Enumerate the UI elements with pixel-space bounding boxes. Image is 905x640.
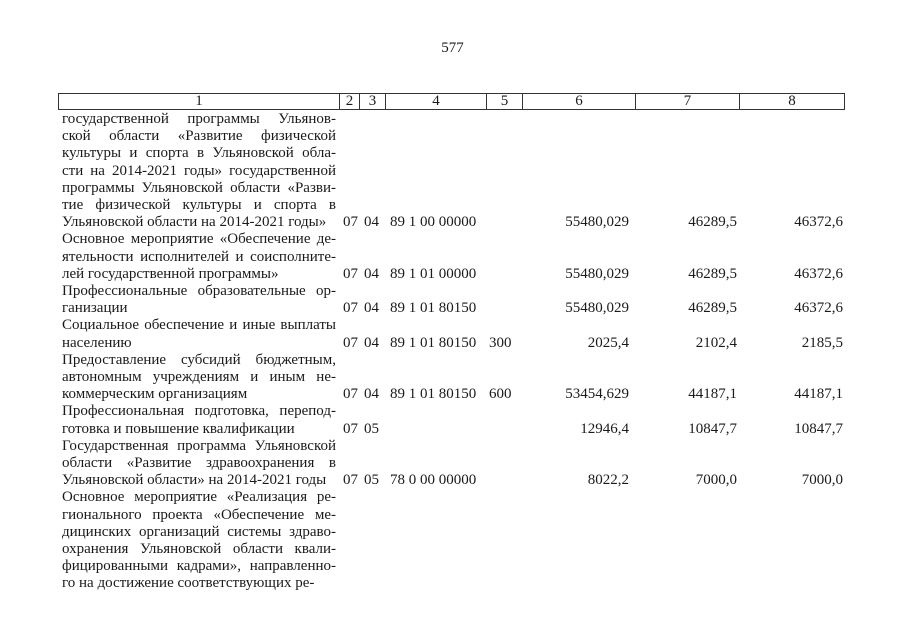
description-line: Государственная программа Ульяновской — [62, 437, 336, 454]
description-line: автономным учреждениям и иным не- — [62, 369, 336, 385]
header-col-5: 5 — [486, 94, 522, 109]
razdel: 07 — [343, 214, 358, 231]
description-line: охранения Ульяновской области квали- — [62, 541, 336, 557]
description-line: го на достижение соответствующих ре- — [62, 575, 315, 592]
row-description — [62, 231, 336, 283]
page-number: 577 — [441, 40, 464, 56]
podrazdel: 04 — [364, 214, 379, 231]
header-col-4: 4 — [385, 94, 486, 109]
amount-col-7: 46289,5 — [688, 214, 737, 231]
row-description — [62, 438, 336, 490]
description-line: ятельности исполнителей и соисполните- — [62, 248, 336, 265]
description-line: Предоставление субсидий бюджетным, — [62, 351, 336, 368]
table-header — [58, 93, 845, 110]
amount-col-7: 7000,0 — [695, 472, 737, 489]
target-article: 89 1 01 80150 — [390, 386, 477, 403]
amount-col-6: 2025,4 — [587, 334, 629, 351]
razdel: 07 — [343, 334, 358, 351]
header-col-3: 3 — [359, 94, 385, 109]
razdel: 07 — [343, 420, 358, 437]
description-line: готовка и повышение квалификации — [62, 420, 295, 437]
amount-col-6: 55480,029 — [565, 300, 629, 317]
header-col-2: 2 — [339, 94, 359, 109]
table-row — [0, 317, 905, 351]
podrazdel: 05 — [364, 472, 379, 489]
amount-col-7: 46289,5 — [688, 300, 737, 317]
description-line: Профессиональная подготовка, перепод- — [62, 403, 336, 420]
table-row — [0, 283, 905, 317]
amount-col-8: 2185,5 — [801, 334, 843, 351]
razdel: 07 — [343, 386, 358, 403]
amount-col-6: 12946,4 — [580, 420, 629, 437]
amount-col-7: 46289,5 — [688, 265, 737, 282]
expense-type: 600 — [489, 386, 512, 403]
table-row — [0, 403, 905, 437]
header-col-6: 6 — [522, 94, 635, 109]
row-description — [62, 317, 336, 351]
podrazdel: 04 — [364, 300, 379, 317]
target-article: 89 1 00 00000 — [390, 214, 477, 231]
target-article: 89 1 01 00000 — [390, 265, 477, 282]
amount-col-7: 44187,1 — [688, 386, 737, 403]
amount-col-6: 8022,2 — [587, 472, 629, 489]
description-line: Ульяновской области на 2014-2021 годы» — [62, 214, 327, 231]
target-article: 78 0 00 00000 — [390, 472, 477, 489]
amount-col-8: 10847,7 — [794, 420, 843, 437]
row-description — [62, 352, 336, 404]
amount-col-7: 2102,4 — [695, 334, 737, 351]
table-row — [0, 231, 905, 283]
table-row — [0, 489, 905, 592]
amount-col-8: 46372,6 — [794, 300, 843, 317]
podrazdel: 05 — [364, 420, 379, 437]
target-article: 89 1 01 80150 — [390, 300, 477, 317]
description-line: коммерческим организациям — [62, 386, 248, 403]
table-row — [0, 352, 905, 404]
description-line: Профессиональные образовательные ор- — [62, 283, 336, 299]
table-row — [0, 438, 905, 490]
razdel: 07 — [343, 472, 358, 489]
description-line: культуры и спорта в Ульяновской обла- — [62, 145, 336, 162]
expense-type: 300 — [489, 334, 512, 351]
description-line: тие физической культуры и спорта в — [62, 197, 336, 214]
description-line: Основное мероприятие «Обеспечение де- — [62, 231, 336, 248]
description-line: программы Ульяновской области «Разви- — [62, 179, 336, 196]
amount-col-6: 55480,029 — [565, 214, 629, 231]
podrazdel: 04 — [364, 334, 379, 351]
podrazdel: 04 — [364, 265, 379, 282]
header-col-1: 1 — [195, 93, 203, 109]
description-line: области «Развитие здравоохранения в — [62, 455, 336, 471]
amount-col-8: 46372,6 — [794, 265, 843, 282]
row-description — [62, 111, 336, 231]
description-line: гионального проекта «Обеспечение ме- — [62, 506, 336, 523]
header-col-8: 8 — [739, 94, 844, 109]
description-line: ганизации — [62, 300, 128, 317]
podrazdel: 04 — [364, 386, 379, 403]
description-line: фицированными кадрами», направленно- — [62, 558, 336, 575]
amount-col-8: 44187,1 — [794, 386, 843, 403]
description-line: лей государственной программы» — [62, 265, 279, 282]
description-line: дицинских организаций системы здраво- — [62, 523, 336, 540]
target-article: 89 1 01 80150 — [390, 334, 477, 351]
razdel: 07 — [343, 265, 358, 282]
razdel: 07 — [343, 300, 358, 317]
amount-col-6: 53454,629 — [565, 386, 629, 403]
row-description — [62, 489, 336, 592]
description-line: Ульяновской области» на 2014-2021 годы — [62, 472, 327, 489]
amount-col-8: 46372,6 — [794, 214, 843, 231]
row-description — [62, 283, 336, 317]
description-line: государственной программы Ульянов- — [62, 111, 336, 127]
amount-col-8: 7000,0 — [801, 472, 843, 489]
amount-col-6: 55480,029 — [565, 265, 629, 282]
description-line: населению — [62, 334, 132, 351]
row-description — [62, 403, 336, 437]
description-line: Социальное обеспечение и иные выплаты — [62, 317, 336, 334]
description-line: Основное мероприятие «Реализация ре- — [62, 489, 336, 506]
amount-col-7: 10847,7 — [688, 420, 737, 437]
description-line: сти на 2014-2021 годы» государственной — [62, 162, 336, 179]
table-row — [0, 111, 905, 231]
header-col-7: 7 — [635, 94, 739, 109]
description-line: ской области «Развитие физической — [62, 128, 336, 145]
